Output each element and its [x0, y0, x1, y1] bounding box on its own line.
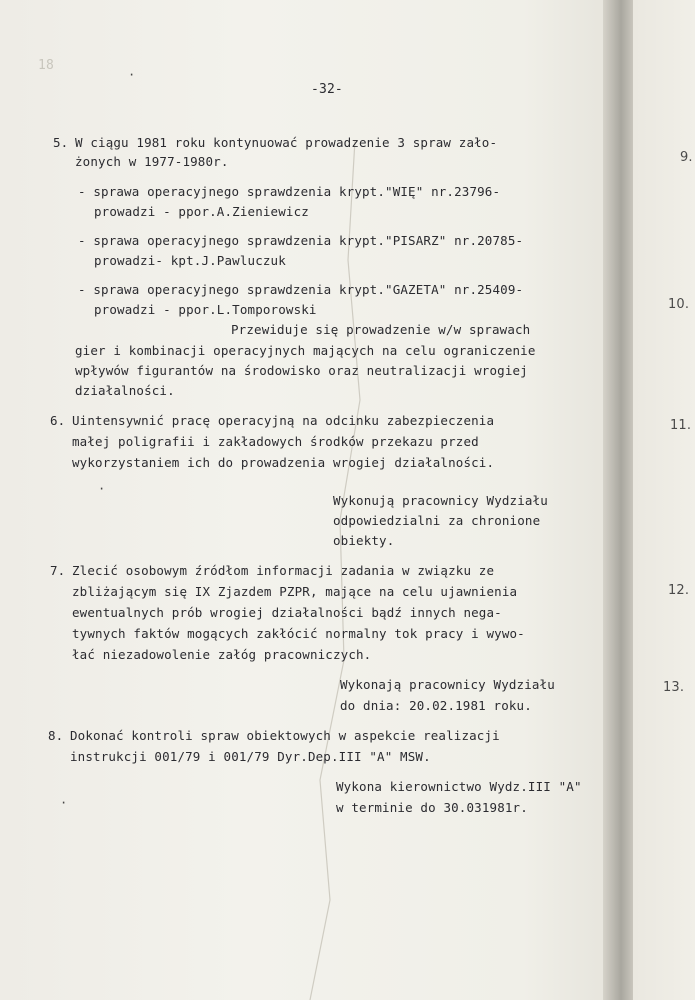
bullet-2-line-1: - sprawa operacyjnego sprawdzenia krypt."PISARZ" nr.20785- — [78, 233, 524, 248]
item-7-line-5: łać niezadowolenie załóg pracowniczych. — [72, 647, 372, 662]
ink-speck: · — [98, 482, 106, 496]
page-number: -32- — [311, 82, 343, 97]
next-page-number-13: 13. — [663, 680, 685, 695]
item-5-line-2: żonych w 1977-1980r. — [75, 154, 229, 169]
bleed-through-number: 18 — [38, 58, 54, 73]
bullet-2-line-2: prowadzi- kpt.J.Pawluczuk — [94, 253, 286, 268]
item-8-executor-1: Wykona kierownictwo Wydz.III "A" — [336, 779, 582, 794]
item-5-line-1: W ciągu 1981 roku kontynuować prowadzenie 3 spraw zało- — [75, 135, 498, 150]
item-7-line-1: Zlecić osobowym źródłom informacji zadania w związku ze — [72, 563, 495, 578]
item-7-number: 7. — [50, 563, 66, 578]
binding-gutter — [603, 0, 633, 1000]
item-7-line-4: tywnych faktów mogących zakłócić normalny tok pracy i wywo- — [72, 626, 525, 641]
bullet-1-line-1: - sprawa operacyjnego sprawdzenia krypt."WIĘ" nr.23796- — [78, 184, 501, 199]
next-page-number-12: 12. — [668, 583, 690, 598]
item-6-number: 6. — [50, 413, 66, 428]
bullet-3-line-2: prowadzi - ppor.L.Tomporowski — [94, 302, 317, 317]
item-5-cont-3: wpływów figurantów na środowisko oraz neutralizacji wrogiej — [75, 363, 528, 378]
next-page-number-11: 11. — [670, 418, 692, 433]
ink-speck: · — [128, 68, 136, 82]
item-5-cont-4: działalności. — [75, 383, 175, 398]
item-6-line-2: małej poligrafii i zakładowych środków przekazu przed — [72, 434, 479, 449]
item-6-line-1: Uintensywnić pracę operacyjną na odcinku zabezpieczenia — [72, 413, 495, 428]
item-6-line-3: wykorzystaniem ich do prowadzenia wrogiej działalności. — [72, 455, 495, 470]
item-7-line-2: zbliżającym się IX Zjazdem PZPR, mające na celu ujawnienia — [72, 584, 518, 599]
item-7-executor-1: Wykonają pracownicy Wydziału — [340, 677, 555, 692]
item-5-number: 5. — [53, 135, 69, 150]
item-8-executor-2: w terminie do 30.031981r. — [336, 800, 528, 815]
item-8-line-1: Dokonać kontroli spraw obiektowych w aspekcie realizacji — [70, 728, 500, 743]
item-5-cont-2: gier i kombinacji operacyjnych mających na celu ograniczenie — [75, 343, 536, 358]
item-6-executor-2: odpowiedzialni za chronione — [333, 513, 541, 528]
ink-speck: · — [60, 796, 68, 810]
item-7-line-3: ewentualnych prób wrogiej działalności bądź innych nega- — [72, 605, 502, 620]
next-page-number-10: 10. — [668, 297, 690, 312]
next-page-number-9: 9. — [680, 150, 693, 165]
bullet-1-line-2: prowadzi - ppor.A.Zieniewicz — [94, 204, 309, 219]
item-6-executor-3: obiekty. — [333, 533, 395, 548]
item-7-executor-2: do dnia: 20.02.1981 roku. — [340, 698, 532, 713]
item-6-executor-1: Wykonują pracownicy Wydziału — [333, 493, 548, 508]
bullet-3-line-1: - sprawa operacyjnego sprawdzenia krypt."GAZETA" nr.25409- — [78, 282, 524, 297]
item-8-line-2: instrukcji 001/79 i 001/79 Dyr.Dep.III "A" MSW. — [70, 749, 431, 764]
item-5-cont-1: Przewiduje się prowadzenie w/w sprawach — [231, 322, 531, 337]
item-8-number: 8. — [48, 728, 64, 743]
